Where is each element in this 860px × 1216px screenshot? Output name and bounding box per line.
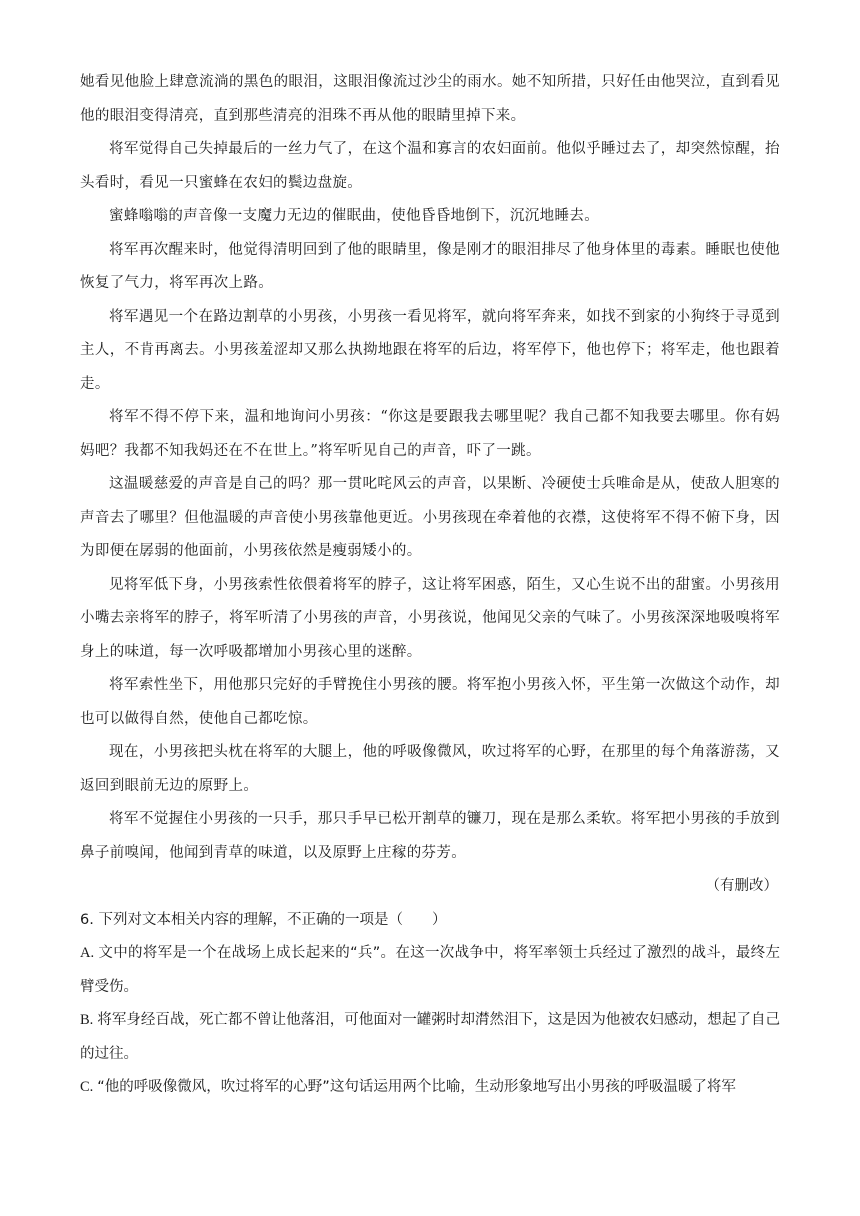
option-letter: C. [80,1079,94,1095]
passage-paragraph: 她看见他脸上肆意流淌的黑色的眼泪，这眼泪像流过沙尘的雨水。她不知所措，只好任由他哭泣，直到看见他的眼泪变得清亮，直到那些清亮的泪珠不再从他的眼睛里掉下来。 [80,74,780,124]
passage-paragraph: 蜜蜂嗡嗡的声音像一支魔力无边的催眠曲，使他昏昏地倒下，沉沉地睡去。 [109,208,600,224]
passage-paragraph: 见将军低下身，小男孩索性依偎着将军的脖子，这让将军困惑，陌生，又心生说不出的甜蜜。小男孩用小嘴去亲将军的脖子，将军听清了小男孩的声音，小男孩说，他闻见父亲的气味了。小男孩深深地吸嗅将军身上的味道，每一次呼吸都增加小男孩心里的迷醉。 [80,576,780,660]
passage-paragraph: 将军觉得自己失掉最后的一丝力气了，在这个温和寡言的农妇面前。他似乎睡过去了，却突然惊醒，抬头看时，看见一只蜜蜂在农妇的鬓边盘旋。 [80,141,780,191]
option-a[interactable] [80,937,780,1004]
option-text: 文中的将军是一个在战场上成长起来的“兵”。在这一次战争中，将军率领士兵经过了激烈的战斗，最终左臂受伤。 [80,945,780,995]
option-text: 将军身经百战，死亡都不曾让他落泪，可他面对一罐粥时却潸然泪下，这是因为他被农妇感动，想起了自己的过往。 [80,1012,780,1062]
option-letter: B. [80,1012,94,1028]
passage-paragraph: 将军不觉握住小男孩的一只手，那只手早已松开割草的镰刀，现在是那么柔软。将军把小男孩的手放到鼻子前嗅闻，他闻到青草的味道，以及原野上庄稼的芬芳。 [80,811,780,861]
passage-paragraph: 将军再次醒来时，他觉得清明回到了他的眼睛里，像是刚才的眼泪排尽了他身体里的毒素。睡眠也使他恢复了气力，将军再次上路。 [80,241,780,291]
question-stem: 6. 下列对文本相关内容的理解，不正确的一项是（ ） [80,911,447,928]
passage-paragraph: 将军索性坐下，用他那只完好的手臂挽住小男孩的腰。将军抱小男孩入怀，平生第一次做这个动作，却也可以做得自然，使他自己都吃惊。 [80,677,780,727]
passage-paragraph: 将军不得不停下来，温和地询问小男孩：“你这是要跟我去哪里呢？我自己都不知我要去哪里。你有妈妈吧？我都不知我妈还在不在世上。”将军听见自己的声音，吓了一跳。 [80,409,780,459]
source-note: （有删改） [705,878,778,894]
passage-paragraph: 将军遇见一个在路边割草的小男孩，小男孩一看见将军，就向将军奔来，如找不到家的小狗终于寻觅到主人，不肯再离去。小男孩羞涩却又那么执拗地跟在将军的后边，将军停下，他也停下；将军走，他也跟着走。 [80,308,780,392]
document-page [80,66,780,1105]
passage-paragraph: 现在，小男孩把头枕在将军的大腿上，他的呼吸像微风，吹过将军的心野，在那里的每个角落游荡，又返回到眼前无边的原野上。 [80,744,780,794]
option-b[interactable] [80,1004,780,1071]
option-letter: A. [80,945,95,961]
option-text: “他的呼吸像微风，吹过将军的心野”这句话运用两个比喻，生动形象地写出小男孩的呼吸温暖了将军 [97,1079,736,1095]
option-c[interactable] [80,1071,780,1105]
question-block [80,904,780,1105]
passage-paragraph: 这温暖慈爱的声音是自己的吗？那一贯叱咤风云的声音，以果断、冷硬使士兵唯命是从，使敌人胆寒的声音去了哪里？但他温暖的声音使小男孩靠他更近。小男孩现在牵着他的衣襟，这使将军不得不俯下身，因为即便在孱弱的他面前，小男孩依然是瘦弱矮小的。 [80,476,780,559]
passage [80,66,780,904]
